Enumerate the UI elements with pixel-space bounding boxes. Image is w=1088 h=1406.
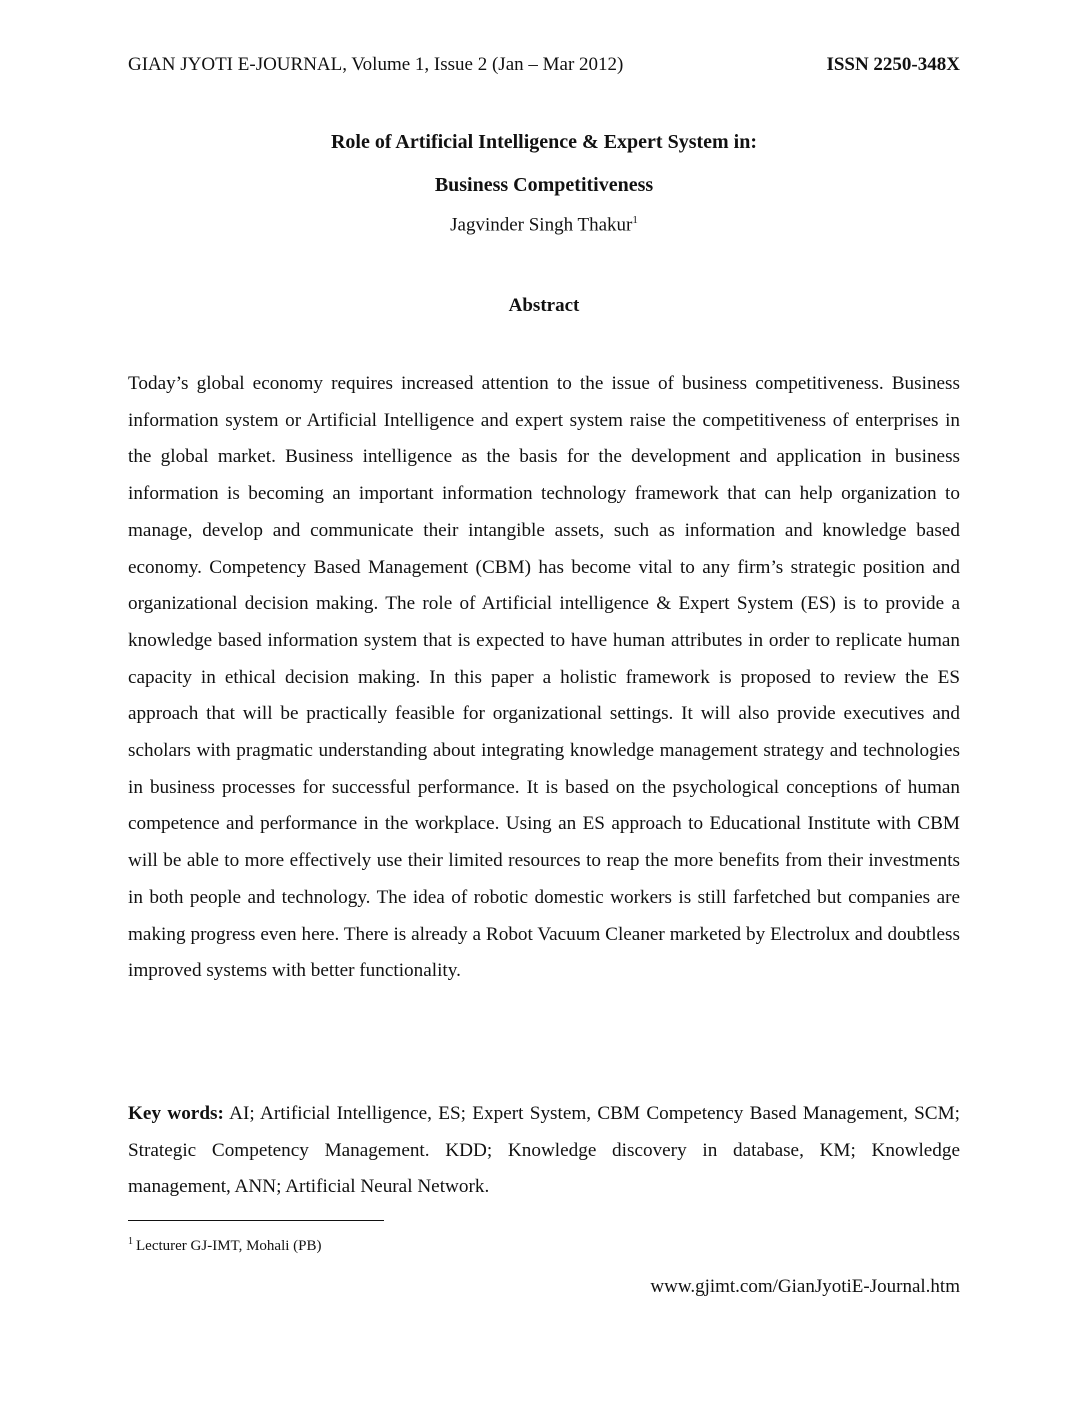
footnote-rule — [128, 1220, 384, 1221]
footnote-mark: 1 — [128, 1236, 133, 1247]
journal-name: GIAN JYOTI E-JOURNAL, Volume 1, Issue 2 (Jan – Mar 2012) — [128, 54, 624, 75]
keywords-paragraph — [128, 1096, 960, 1206]
author-name: Jagvinder Singh Thakur — [450, 214, 633, 236]
abstract-text: Today’s global economy requires increased attention to the issue of business competitiveness. Business information system or Artificial Intelligence and expert system raise the competitiveness of enterprises in the global market. Business intelligence as the basis for the development and application in business information is becoming an important information technology framework that can help organization to manage, develop and communicate their intangible assets, such as information and knowledge based economy. Competency Based Management (CBM) has become vital to any firm’s strategic position and organizational decision making. The role of Artificial intelligence & Expert System (ES) is to provide a knowledge based information system that is expected to have human attributes in order to replicate human capacity in ethical decision making. In this paper a holistic framework is proposed to review the ES approach that will be practically feasible for organizational settings. It will also provide executives and scholars with pragmatic understanding about integrating knowledge management strategy and technologies in business processes for successful performance. It is based on the psychological conceptions of human competence and performance in the workplace. Using an ES approach to Educational Institute with CBM will be able to more effectively use their limited resources to reap the more benefits from their investments in both people and technology. The idea of robotic domestic workers is still farfetched but companies are making progress even here. There is already a Robot Vacuum Cleaner marketed by Electrolux and doubtless improved systems with better functionality. — [128, 373, 960, 982]
author-line — [128, 214, 960, 236]
running-header — [128, 54, 960, 84]
footnote — [128, 1236, 322, 1255]
author-footnote-mark: 1 — [632, 214, 638, 226]
paper-title-line-1: Role of Artificial Intelligence & Expert System in: — [330, 131, 758, 153]
issn: ISSN 2250-348X — [826, 54, 960, 75]
abstract-heading: Abstract — [508, 295, 580, 316]
footnote-text: Lecturer GJ-IMT, Mohali (PB) — [136, 1238, 322, 1254]
keywords-label: Key words: — [128, 1103, 224, 1124]
paper-title-line-2: Business Competitiveness — [434, 174, 654, 196]
keywords-text: AI; Artificial Intelligence, ES; Expert System, CBM Competency Based Management, SCM; Strategic Competency Management. KDD; Knowledge discovery in database, KM; Knowledge management, ANN; Artificial Neural Network. — [128, 1103, 961, 1198]
footer-url: www.gjimt.com/GianJyotiE-Journal.htm — [650, 1276, 960, 1297]
